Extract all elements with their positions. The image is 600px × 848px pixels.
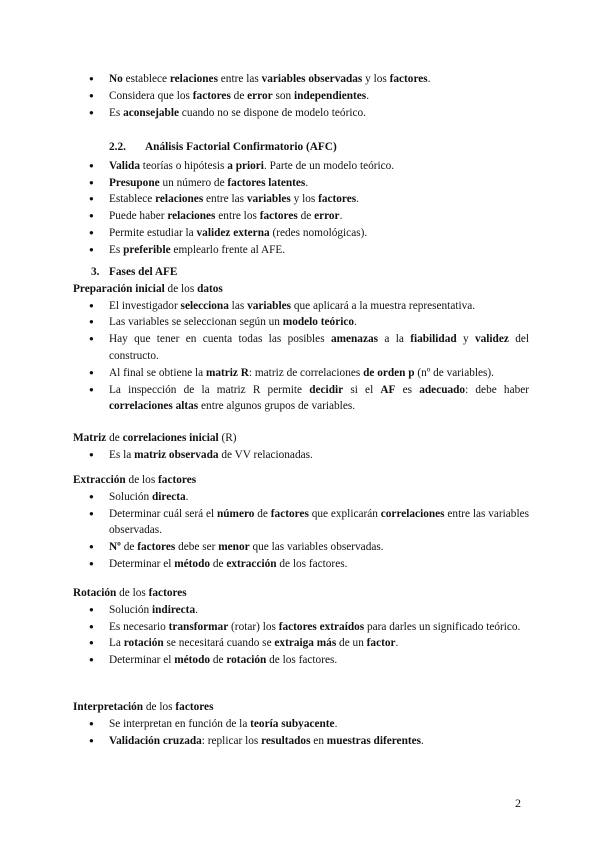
text-run: Es (109, 243, 124, 256)
extraction-section (73, 472, 529, 573)
bold-text-run: correlaciones altas (109, 400, 199, 413)
bold-text-run: factores (389, 73, 428, 85)
bold-text-run: número (216, 507, 255, 520)
bold-text-run: relaciones (167, 210, 216, 223)
bold-text-run: variables (246, 193, 291, 206)
text-run: de (297, 210, 315, 223)
text-run: . (195, 603, 198, 616)
text-run: de (120, 541, 138, 554)
section-2-2-heading (73, 139, 529, 156)
text-run: Determinar el (109, 557, 175, 570)
list-item (73, 733, 529, 750)
bold-text-run: método (174, 654, 211, 667)
bold-text-run: teoría subyacente (250, 717, 335, 730)
text-run: de los (116, 587, 149, 599)
text-run: establece (122, 73, 170, 85)
list-item (73, 447, 529, 464)
bold-text-run: transformar (168, 620, 229, 633)
bold-text-run: modelo teórico (282, 316, 355, 329)
bold-text-run: factores (137, 541, 176, 554)
section-number: 3. (91, 266, 100, 278)
text-run: del constructo. (109, 333, 529, 362)
extraction-heading (73, 472, 529, 489)
bold-text-run: aconsejable (123, 106, 179, 119)
text-run: . (421, 734, 424, 747)
text-run: de los (125, 474, 159, 486)
bold-text-run: error (314, 210, 340, 223)
list-item (73, 208, 529, 225)
text-run: de los (164, 282, 198, 295)
text-run: entre algunos grupos de variables. (198, 400, 356, 413)
bold-text-run: factores (175, 701, 214, 713)
bold-text-run: error (247, 89, 273, 102)
bold-text-run: indirecta (152, 603, 196, 616)
text-run: Solución (109, 603, 152, 616)
bold-text-run: resultados (261, 734, 311, 747)
text-run: de los factores. (276, 557, 348, 570)
bold-text-run: factores (148, 587, 187, 599)
text-run: . Parte de un modelo teórico. (263, 159, 395, 172)
text-run: Es (109, 106, 124, 119)
list-item (73, 556, 529, 573)
text-run: que aplicará a la muestra representativa. (291, 299, 476, 312)
bold-text-run: correlaciones inicial (122, 432, 219, 444)
section-title: Análisis Factorial Confirmatorio (AFC) (145, 141, 337, 153)
text-run: La inspección de la matriz R permite (109, 383, 310, 396)
phases-section (73, 264, 529, 415)
bold-text-run: relaciones (155, 193, 204, 206)
text-run: Determinar el (109, 654, 175, 667)
text-run: Considera que los (109, 89, 193, 102)
text-run: . (354, 316, 357, 329)
bold-text-run: variables (247, 299, 291, 312)
text-run: : debe haber (465, 383, 530, 396)
bold-text-run: decidir (309, 383, 344, 396)
list-item (73, 635, 529, 652)
list-item (73, 175, 529, 192)
matrix-heading (73, 430, 529, 447)
text-run: entre las (217, 73, 262, 85)
text-run: . (366, 89, 370, 102)
text-run: de los (143, 701, 176, 713)
bold-text-run: Presupone (109, 176, 160, 189)
matrix-bullet-list (73, 447, 529, 464)
bold-text-run: correlaciones (380, 507, 445, 520)
interpretation-section (73, 699, 529, 749)
text-run: para darles un significado teórico. (364, 620, 521, 633)
text-run: Se interpretan en función de la (109, 717, 251, 730)
bold-text-run: menor (218, 541, 250, 554)
text-run: . (334, 717, 338, 730)
page-number: 2 (515, 796, 521, 810)
bold-text-run: relaciones (169, 73, 218, 85)
list-item (73, 619, 529, 636)
intro-bullet-list (73, 71, 529, 121)
prep-bullet-list (73, 298, 529, 416)
bold-text-run: rotación (123, 637, 164, 650)
text-run: y los (362, 73, 390, 85)
list-item (73, 652, 529, 669)
text-run: (R) (218, 432, 237, 444)
bold-text-run: Nº (109, 541, 121, 554)
text-run: de (106, 432, 123, 444)
text-run: Hay que tener en cuenta todas las posibles (109, 333, 331, 346)
prep-heading (73, 281, 529, 298)
text-run: . (339, 210, 343, 223)
section-number: 2.2. (109, 141, 126, 153)
text-run: . (185, 490, 189, 503)
section-3-heading (73, 264, 529, 281)
bold-text-run: directa (152, 490, 186, 503)
text-run: un número de (159, 176, 228, 189)
text-run: Determinar cuál será el (109, 507, 217, 520)
list-item (73, 539, 529, 556)
text-run: se necesitará cuando se (163, 637, 275, 650)
bold-text-run: factores (259, 210, 298, 223)
text-run: Es la (109, 448, 135, 461)
bold-text-run: adecuado (419, 383, 466, 396)
bold-text-run: factores (270, 507, 309, 520)
afc-bullet-list (73, 158, 529, 259)
text-run: La (109, 637, 124, 650)
bold-text-run: Interpretación (73, 701, 144, 713)
matrix-section (73, 430, 529, 464)
text-run: las (228, 299, 248, 312)
text-run: cuando no se dispone de modelo teórico. (178, 106, 366, 119)
text-run: : replicar los (201, 734, 262, 747)
list-item (73, 382, 529, 416)
text-run: El investigador (109, 299, 181, 312)
extraction-bullet-list (73, 489, 529, 573)
bold-text-run: Preparación inicial (73, 282, 165, 295)
list-item (73, 225, 529, 242)
bold-text-run: factores (318, 193, 357, 206)
bold-text-run: Matriz (73, 432, 107, 444)
bold-text-run: datos (197, 282, 223, 295)
bold-text-run: Validación cruzada (109, 734, 202, 747)
text-run: (rotar) los (228, 620, 279, 633)
text-run: debe ser (175, 541, 219, 554)
text-run: Es necesario (109, 620, 169, 633)
bold-text-run: preferible (123, 243, 171, 256)
text-run: teorías o hipótesis (139, 159, 228, 172)
bold-text-run: matriz observada (134, 448, 219, 461)
text-run: y (456, 333, 475, 346)
bold-text-run: fiabilidad (410, 333, 457, 346)
bold-text-run: AF (380, 383, 396, 396)
text-run: Solución (109, 490, 152, 503)
interpretation-bullet-list (73, 716, 529, 750)
bold-text-run: Valida (109, 159, 140, 172)
bold-text-run: selecciona (180, 299, 229, 312)
text-run: de (230, 89, 248, 102)
list-item (73, 331, 529, 365)
bold-text-run: extracción (226, 557, 277, 570)
list-item (73, 105, 529, 122)
bold-text-run: Rotación (73, 587, 117, 599)
bold-text-run: validez externa (196, 226, 270, 239)
list-item (73, 158, 529, 175)
afc-section (73, 134, 529, 259)
text-run: Puede haber (109, 210, 168, 223)
text-run: : matriz de correlaciones (248, 366, 364, 379)
text-run: entre los (215, 210, 260, 223)
text-run: (redes nomológicas). (269, 226, 368, 239)
text-run: de VV relacionadas. (218, 448, 313, 461)
text-run: de los factores. (266, 654, 338, 667)
bold-text-run: factores (192, 89, 231, 102)
text-run: . (395, 637, 399, 650)
bold-text-run: amenazas (330, 333, 379, 346)
bold-text-run: matriz R (205, 366, 249, 379)
text-run: entre las variables observadas. (109, 507, 530, 537)
section-title: Fases del AFE (109, 266, 178, 278)
text-run: y los (290, 193, 319, 206)
list-item (73, 191, 529, 208)
bold-text-run: a priori (227, 159, 264, 172)
text-run: son (272, 89, 295, 102)
text-run: si el (343, 383, 381, 396)
text-run: Establece (109, 193, 156, 206)
list-item (73, 365, 529, 382)
text-run: Las variables se seleccionan según un (109, 316, 283, 329)
list-item (73, 716, 529, 733)
text-run: . (427, 73, 431, 85)
bold-text-run: factores (158, 474, 197, 486)
text-run: que las variables observadas. (249, 541, 384, 554)
list-item (73, 602, 529, 619)
bold-text-run: rotación (226, 654, 267, 667)
list-item (73, 88, 529, 105)
list-item (73, 71, 529, 88)
text-run: . (356, 193, 359, 206)
text-run: emplearlo frente al AFE. (170, 243, 286, 256)
bold-text-run: muestras diferentes (326, 734, 422, 747)
bold-text-run: factor (366, 637, 396, 650)
rotation-heading (73, 585, 529, 602)
rotation-section (73, 585, 529, 669)
bold-text-run: variables observadas (261, 73, 363, 85)
bold-text-run: extraiga más (274, 637, 337, 650)
text-run: a la (378, 333, 411, 346)
text-run: que explicarán (308, 507, 381, 520)
list-item (73, 298, 529, 315)
interpretation-heading (73, 699, 529, 716)
bold-text-run: Extracción (73, 474, 126, 486)
bold-text-run: de orden p (363, 366, 415, 379)
text-run: Permite estudiar la (109, 226, 197, 239)
text-run: Al final se obtiene la (109, 366, 206, 379)
text-run: es (395, 383, 420, 396)
text-run: de un (336, 637, 367, 650)
rotation-bullet-list (73, 602, 529, 669)
bold-text-run: validez (474, 333, 509, 346)
bold-text-run: No (109, 73, 123, 85)
bold-text-run: independientes (294, 89, 367, 102)
text-run: . (305, 176, 309, 189)
bold-text-run: método (174, 557, 211, 570)
text-run: de (210, 654, 227, 667)
text-run: de (254, 507, 271, 520)
list-item (73, 489, 529, 506)
list-item (73, 314, 529, 331)
text-run: (nº de variables). (414, 366, 494, 379)
list-item (73, 506, 529, 540)
bold-text-run: factores extraídos (278, 620, 365, 633)
afe-characteristics (73, 71, 529, 121)
text-run: entre las (203, 193, 247, 206)
bold-text-run: factores latentes (227, 176, 306, 189)
text-run: en (310, 734, 327, 747)
list-item (73, 242, 529, 259)
text-run: de (210, 557, 227, 570)
